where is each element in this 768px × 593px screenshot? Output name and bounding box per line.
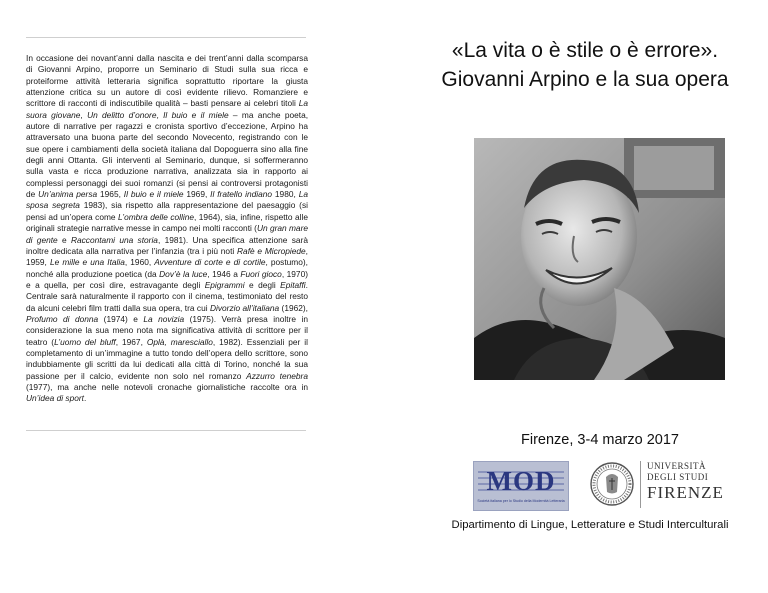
department-name: Dipartimento di Lingue, Letterature e Studi Interculturali <box>451 519 729 531</box>
event-date-location: Firenze, 3-4 marzo 2017 <box>521 432 679 448</box>
title-line-2: Giovanni Arpino e la sua opera <box>441 68 729 91</box>
university-logo-divider <box>640 461 641 508</box>
university-name <box>647 461 737 503</box>
page-title <box>420 36 750 94</box>
university-name-line-3: FIRENZE <box>647 483 724 502</box>
university-name-line-2: DEGLI STUDI <box>647 472 709 482</box>
bottom-divider <box>26 430 306 431</box>
mod-logo <box>473 461 569 511</box>
intro-paragraph: In occasione dei novant’anni dalla nascita e dei trent’anni dalla scomparsa di Giovanni Arpino, proporre un Seminario di Studi sulla sua ricca e proteiforme attività letteraria significa soprattutto riportare la giusta attenzione critica su un autore di così evidente rilievo. Romanziere e scrittore di racconti di indiscutibile qualità – basti pensare ai celebri titoli La suora giovane, Un delitto d’onore, Il buio e il miele – ma anche poeta, autore di narrative per ragazzi e cronista sportivo d’eccezione, Arpino ha attraversato una buona parte del secondo Novecento, registrando con le sue opere i cambiamenti della società italiana dal Dopoguerra sino alla fine degli anni Ottanta. Gli interventi al Seminario, dunque, si soffermeranno sulla vasta e ricca produzione narrativa, analizzata sia in rapporto ai complessi personaggi dei suoi romanzi (si pensi ai controversi protagonisti de Un’anima persa 1965, Il buio e il miele 1969, Il fratello indiano 1980, La sposa segreta 1983), sia rispetto alla rappresentazione del paesaggio (si pensi ad un’opera come L’ombra delle colline, 1964), sia, infine, rispetto alle originali strategie narrative messe in campo nei molti racconti (Un gran mare di gente e Raccontami una storia, 1981). Una specifica attenzione sarà inoltre dedicata alla narrativa per l’infanzia (tra i più noti Rafè e Micropiede, 1959, Le mille e una Italia, 1960, Avventure di corte e di cortile, postumo), nonché alla produzione poetica (da Dov’è la luce, 1946 a Fuori gioco, 1970) e a quella, per così dire, estravagante degli Epigrammi e degli Epitaffi. Centrale sarà naturalmente il rapporto con il cinema, testimoniato del resto da alcuni celebri film tratti dalla sua opera, tra cui Divorzio all’italiana (1962), Profumo di donna (1974) e La novizia (1975). Verrà presa inoltre in considerazione la sua meno nota ma significativa attività di scrittore per il teatro (L’uomo del bluff, 1967, Oplà, maresciallo, 1982). Essenziali per il completamento di un’immagine a tutto tondo dell’opera dello scrittore, sono indubbiamente gli scritti da lui dedicati alla città di Torino, nonché la sua passione per il calcio, evidente non solo nel romanzo Azzurro tenebra (1977), ma anche nelle notevoli cronache giornalistiche raccolte ora in Un’idea di sport. <box>26 53 309 404</box>
title-line-1: «La vita o è stile o è errore». <box>451 39 719 62</box>
author-portrait-photo <box>474 138 725 380</box>
portrait-illustration <box>474 138 725 380</box>
university-name-line-1: UNIVERSITÀ <box>647 461 706 471</box>
mod-logo-subtitle: Società italiana per lo Studio della Modernità Letteraria <box>477 499 565 503</box>
university-seal-icon <box>589 459 635 509</box>
mod-logo-acronym: MOD <box>486 466 556 496</box>
top-divider <box>26 37 306 38</box>
